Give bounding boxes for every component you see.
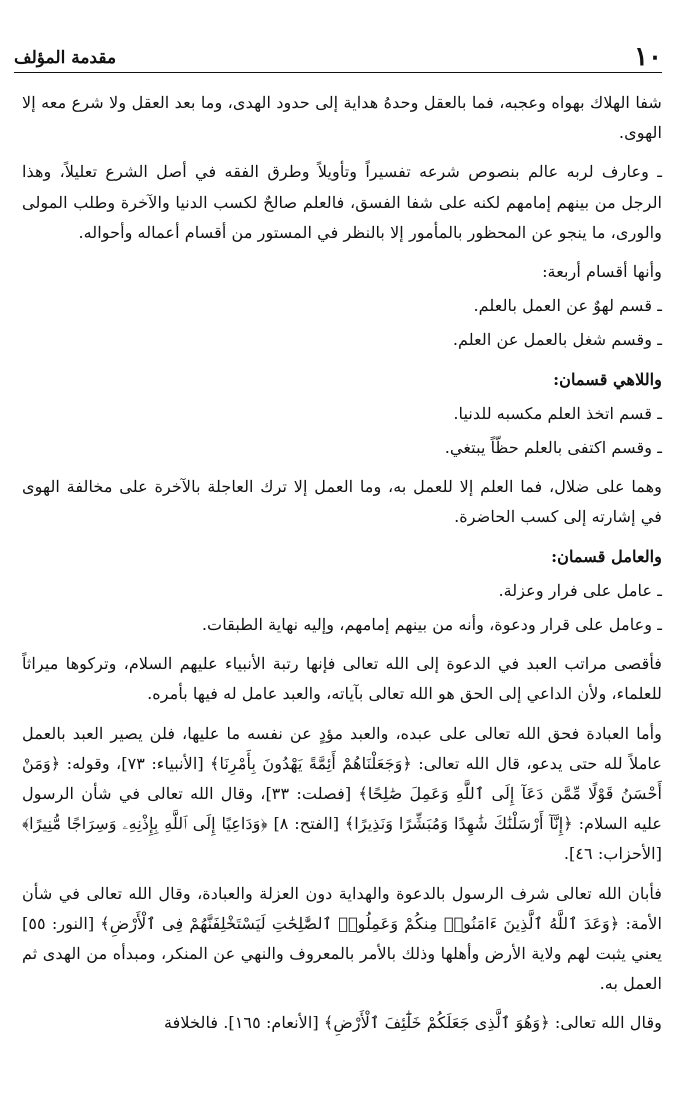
page-header [14,38,662,73]
section-heading: واللاهي قسمان: [553,369,662,389]
page-number: ١٠ [634,42,662,72]
list-item: ـ عامل على فرار وعزلة. [498,580,662,600]
paragraph: فأبان الله تعالى شرف الرسول بالدعوة والهداية دون العزلة والعبادة، وقال الله تعالى في شأن الأمة: ﴿وَعَدَ ٱللَّهُ ٱلَّذِينَ ءَامَنُوا۟ مِنكُمْ وَعَمِلُوا۟ ٱلصَّٰلِحَٰتِ لَيَسْتَخْلِفَنَّهُمْ فِى ٱلْأَرْضِ﴾ [النور: ٥٥] يعني يثبت لهم ولاية الأرض وأهلها وذلك بالأمر بالمعروف والنهي عن المنكر، ومبدأه من الهدى ثم العمل به. [22,883,662,994]
section-heading: والعامل قسمان: [551,546,662,566]
list-item: ـ وعامل على قرار ودعوة، وأنه من بينهم إمامهم، وإليه نهاية الطبقات. [201,615,662,635]
list-item: ـ وقسم اكتفى بالعلم حظّاً يبتغي. [444,438,662,458]
paragraph: شفا الهلاك بهواه وعجبه، فما بالعقل وحدهُ هداية إلى حدود الهدى، وما بعد العقل ولا شرع معه إلا الهوى. [22,93,662,143]
list-item: ـ قسم اتخذ العلم مكسبه للدنيا. [453,403,662,423]
paragraph: وقال الله تعالى: ﴿وَهُوَ ٱلَّذِى جَعَلَكُمْ خَلَٰٓئِفَ ٱلْأَرْضِ﴾ [الأنعام: ١٦٥]. فالخلافة [163,1013,662,1033]
paragraph: ـ وعارف لربه عالم بنصوص شرعه تفسيراً وتأويلاً وطرق الفقه في أصل الشرع تعليلاً، وهذا الرجل من بينهم إمامهم لكنه على شفا الفسق، فالعلم صالحٌ لكسب الدنيا والآخرة وطلب المولى والورى، ما ينجو عن المحظور بالمأمور إلا بالنظر في المستور من أقسام أعماله وأحواله. [22,162,662,242]
running-title: مقدمة المؤلف [14,48,117,68]
list-item: ـ وقسم شغل بالعمل عن العلم. [452,330,662,350]
paragraph: وأما العبادة فحق الله تعالى على عبده، والعبد مؤدٍ عن نفسه ما عليها، فلن يصير العبد بالعمل عاملاً لله حتى يدعو، قال الله تعالى: ﴿وَجَعَلْنَاهُمْ أَئِمَّةً يَهْدُونَ بِأَمْرِنَا﴾ [الأنبياء: ٧٣]، وقوله: ﴿وَمَنْ أَحْسَنُ قَوْلًا مِّمَّن دَعَآ إِلَى ٱللَّهِ وَعَمِلَ صَٰلِحًا﴾ [فصلت: ٣٣]، وقال الله تعالى في شأن الرسول عليه السلام: ﴿إِنَّآ أَرْسَلْنَٰكَ شَٰهِدًا وَمُبَشِّرًا وَنَذِيرًا﴾ [الفتح: ٨] ﴿وَدَاعِيًا إِلَى ٱللَّهِ بِإِذْنِهِۦ وَسِرَاجًا مُّنِيرًا﴾ [الأحزاب: ٤٦]. [22,723,662,864]
page-body [22,88,662,1048]
paragraph: وهما على ضلال، فما العلم إلا للعمل به، وما العمل إلا ترك العاجلة بالآخرة على مخالفة الهوى في إشارته إلى كسب الحاضرة. [22,477,662,527]
paragraph: فأقصى مراتب العبد في الدعوة إلى الله تعالى فإنها رتبة الأنبياء عليهم السلام، وتركوها ميراثاً للعلماء، ولأن الداعي إلى الحق هو الله تعالى بآياته، والعبد عامل له فيها بأمره. [22,654,662,704]
paragraph: وأنها أقسام أربعة: [542,262,662,282]
list-item: ـ قسم لهوٌ عن العمل بالعلم. [473,296,662,316]
